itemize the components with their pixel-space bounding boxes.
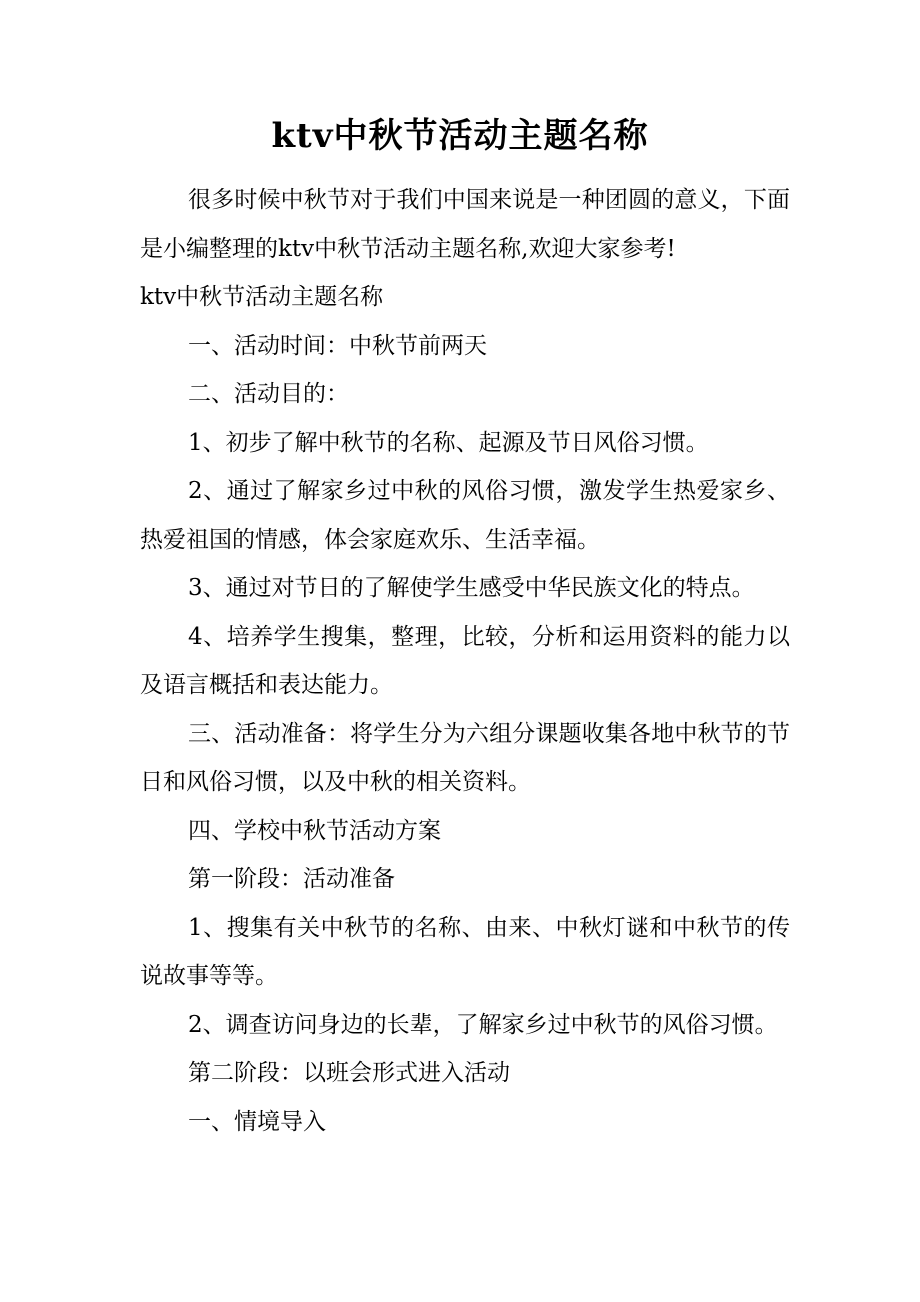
paragraph-subtitle: ktv中秋节活动主题名称 — [140, 284, 384, 310]
paragraph-activity-preparation: 三、活动准备：将学生分为六组分课题收集各地中秋节的节日和风俗习惯，以及中秋的相关资料。 — [140, 720, 790, 795]
paragraph-stage-1-item-2: 2、调查访问身边的长辈，了解家乡过中秋节的风俗习惯。 — [188, 1011, 778, 1038]
paragraph-stage-1-item-1: 1、搜集有关中秋节的名称、由来、中秋灯谜和中秋节的传说故事等等。 — [140, 914, 790, 989]
paragraph-purpose-4: 4、培养学生搜集，整理，比较，分析和运用资料的能力以及语言概括和表达能力。 — [140, 623, 790, 698]
document-body — [140, 176, 790, 1146]
paragraph-activity-time: 一、活动时间：中秋节前两天 — [188, 332, 487, 359]
paragraph-stage-2-heading: 第二阶段：以班会形式进入活动 — [188, 1060, 510, 1086]
paragraph-purpose-2: 2、通过了解家乡过中秋的风俗习惯，激发学生热爱家乡、热爱祖国的情感，体会家庭欢乐、生活幸福。 — [140, 478, 790, 553]
paragraph-purpose-3: 3、通过对节日的了解使学生感受中华民族文化的特点。 — [188, 575, 755, 601]
paragraph-school-plan-heading: 四、学校中秋节活动方案 — [188, 817, 441, 844]
paragraph-stage-1-heading: 第一阶段：活动准备 — [188, 866, 395, 892]
paragraph-intro: 很多时候中秋节对于我们中国来说是一种团圆的意义，下面是小编整理的ktv中秋节活动主题名称,欢迎大家参考! — [140, 187, 790, 262]
paragraph-activity-purpose-heading: 二、活动目的： — [188, 381, 349, 407]
paragraph-purpose-1: 1、初步了解中秋节的名称、起源及节日风俗习惯。 — [188, 429, 709, 456]
document-title: ktv中秋节活动主题名称 — [271, 116, 649, 156]
paragraph-scene-intro: 一、情境导入 — [188, 1108, 326, 1135]
